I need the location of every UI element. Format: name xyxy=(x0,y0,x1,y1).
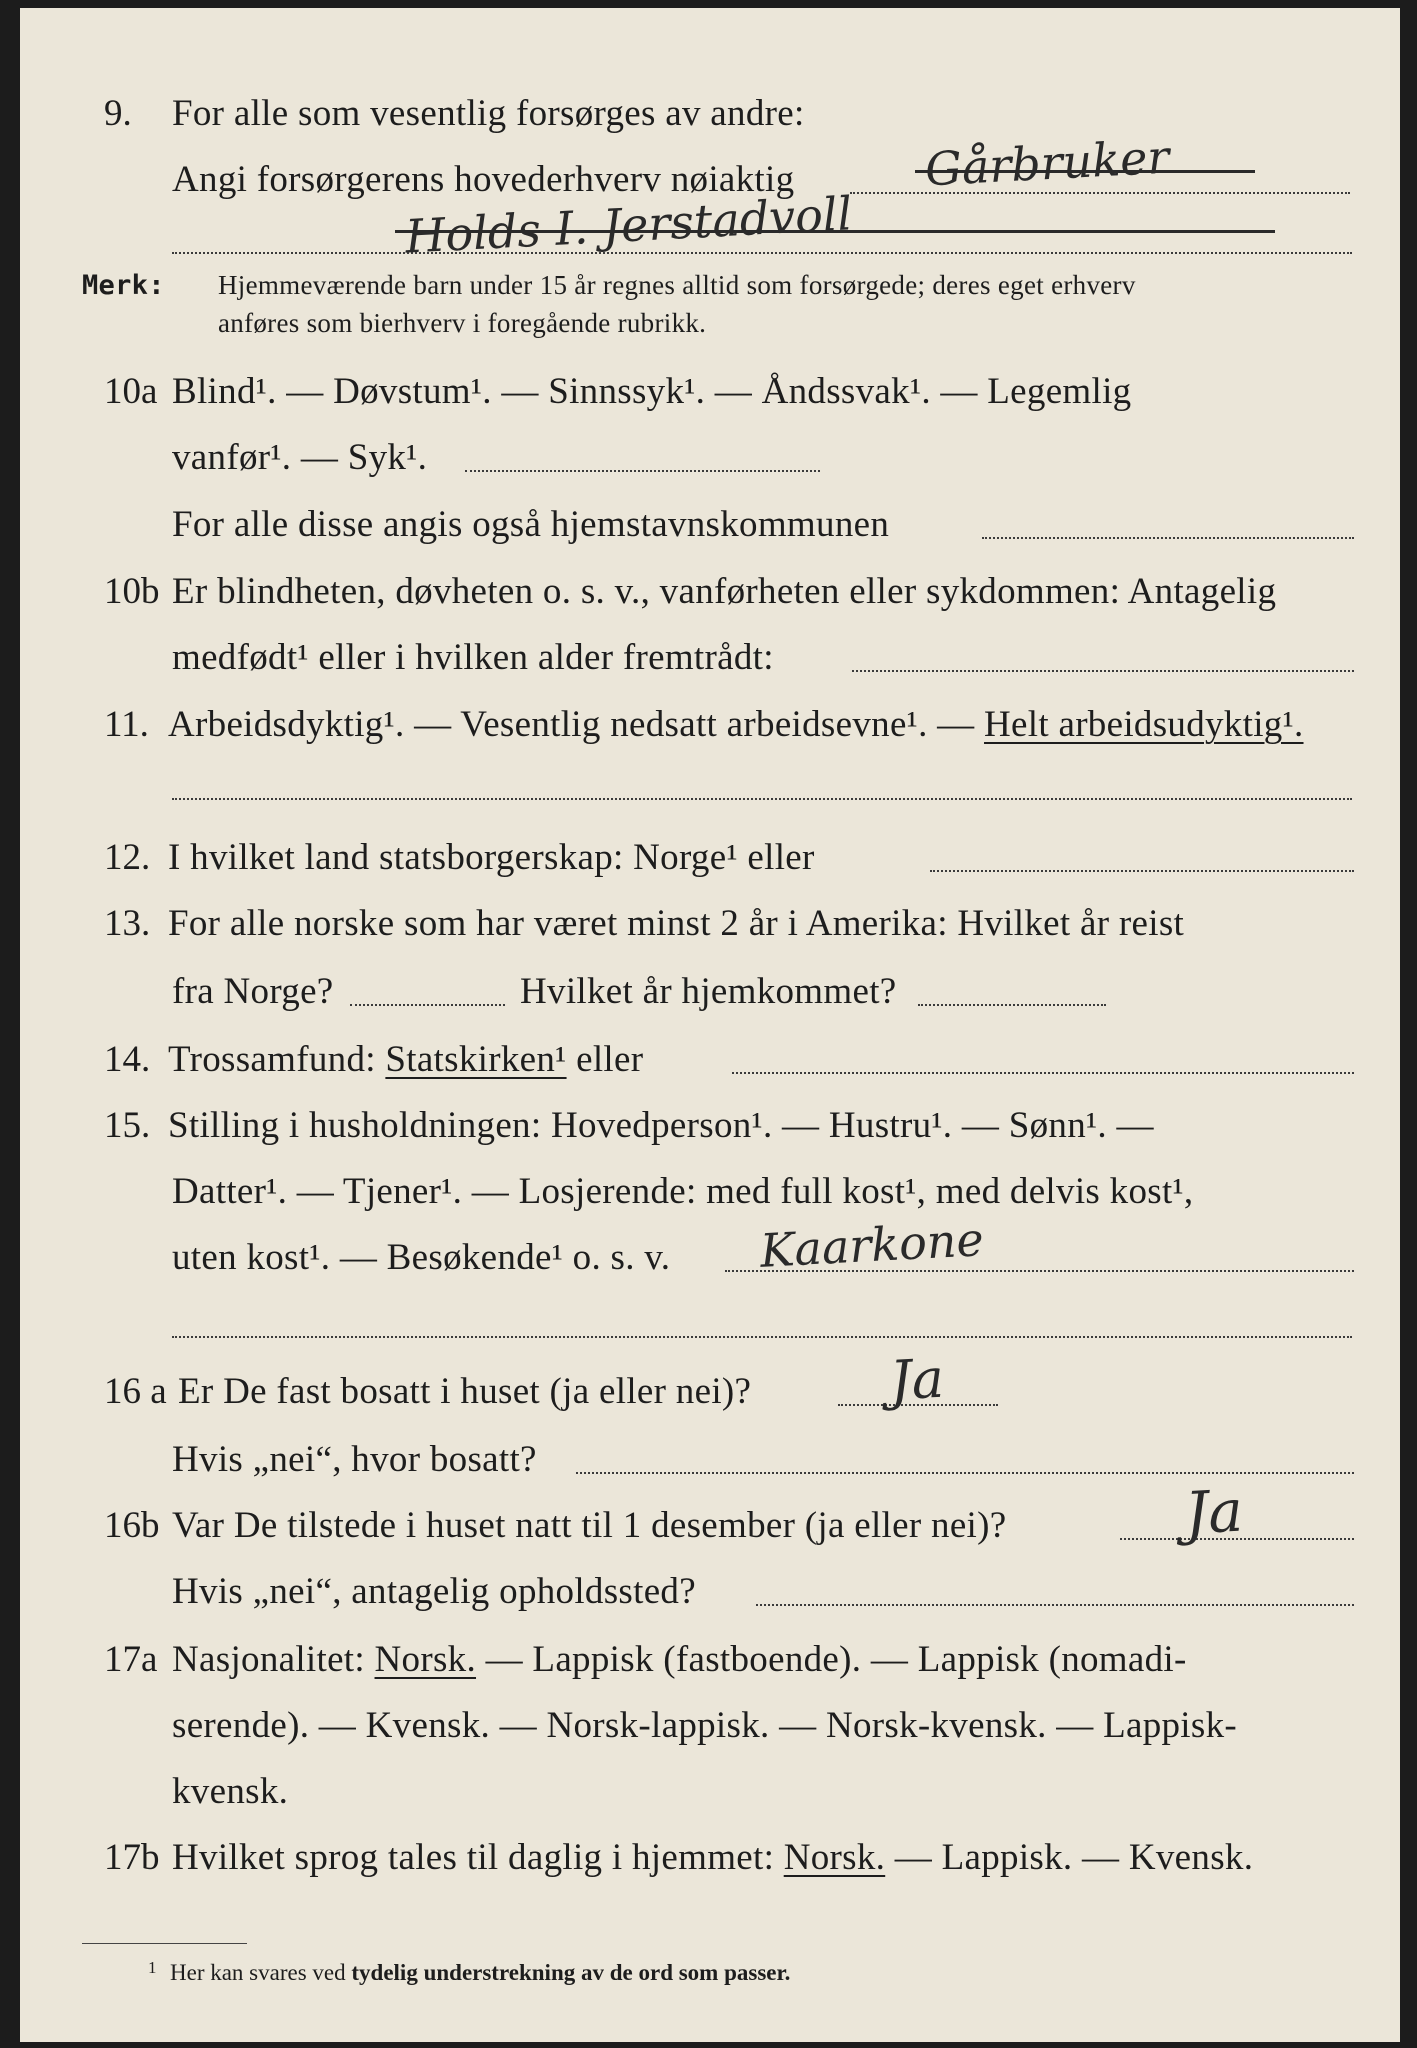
census-form-page xyxy=(20,8,1400,2042)
q9-handwritten-provider: Holds I. Jerstadvoll xyxy=(403,186,854,264)
merk-label: Merk: xyxy=(82,270,165,301)
q16b-line2: Hvis „nei“, antagelig opholdssted? xyxy=(172,1571,696,1612)
q16b-fill-line-2 xyxy=(756,1604,1354,1606)
q10b-line1: Er blindheten, døvheten o. s. v., vanførheten eller sykdommen: Antagelig xyxy=(172,571,1277,612)
q15-number: 15. xyxy=(104,1105,151,1146)
q10a-fill-line-2 xyxy=(982,537,1354,539)
q17b-selected-option: Norsk. xyxy=(783,1837,886,1878)
q12-line1: I hvilket land statsborgerskap: Norge¹ eller xyxy=(168,837,815,878)
q10a-fill-line-1 xyxy=(465,470,820,472)
merk-line1: Hjemmeværende barn under 15 år regnes alltid som forsørgede; deres eget erhverv xyxy=(218,270,1136,300)
q14-or: eller xyxy=(566,1039,644,1080)
q16a-line1: Er De fast bosatt i huset (ja eller nei)? xyxy=(178,1371,752,1412)
q16a-handwritten-answer: Ja xyxy=(888,1346,946,1413)
q17a-line1 xyxy=(172,1638,1187,1681)
q15-line2: Datter¹. — Tjener¹. — Losjerende: med full kost¹, med delvis kost¹, xyxy=(172,1171,1194,1212)
q10a-line1: Blind¹. — Døvstum¹. — Sinnssyk¹. — Åndssvak¹. — Legemlig xyxy=(172,371,1132,412)
q11-options: Arbeidsdyktig¹. — Vesentlig nedsatt arbeidsevne¹. — xyxy=(168,704,985,745)
q9-line2: Angi forsørgerens hovederhverv nøiaktig xyxy=(172,159,795,200)
q9-fill-line-2 xyxy=(172,252,1352,254)
q17a-line2: serende). — Kvensk. — Norsk-lappisk. — Norsk-kvensk. — Lappisk- xyxy=(172,1705,1237,1746)
q14-selected-option: Statskirken¹ xyxy=(385,1039,567,1080)
q10b-fill-line xyxy=(852,670,1354,672)
q10a-line3: For alle disse angis også hjemstavnskommunen xyxy=(172,504,890,545)
q13-line2b: Hvilket år hjemkommet? xyxy=(520,971,897,1012)
footnote-text-plain: Her kan svares ved xyxy=(170,1960,352,1985)
footnote-text xyxy=(170,1960,790,1986)
q16b-handwritten-answer: Ja xyxy=(1183,1476,1245,1548)
q13-fill-line-2 xyxy=(918,1004,1106,1006)
q13-fill-line-1 xyxy=(350,1004,505,1006)
q15-handwritten-position: Kaarkone xyxy=(758,1212,985,1278)
q14-label: Trossamfund: xyxy=(168,1039,386,1080)
q11-line1 xyxy=(168,703,1304,746)
q16a-line2: Hvis „nei“, hvor bosatt? xyxy=(172,1439,537,1480)
q12-fill-line xyxy=(930,870,1354,872)
q13-number: 13. xyxy=(104,903,151,944)
q17a-selected-option: Norsk. xyxy=(374,1639,477,1680)
q9-fill-line-1 xyxy=(850,192,1350,194)
q14-line1 xyxy=(168,1038,643,1081)
q16a-number: 16 a xyxy=(104,1371,167,1412)
q16a-fill-line-2 xyxy=(576,1472,1354,1474)
q17b-label: Hvilket sprog tales til daglig i hjemmet: xyxy=(172,1837,784,1878)
q10b-number: 10b xyxy=(104,571,160,612)
q10a-line2: vanfør¹. — Syk¹. xyxy=(172,437,428,478)
q17a-options: — Lappisk (fastboende). — Lappisk (nomadi- xyxy=(476,1639,1187,1680)
q15-line1: Stilling i husholdningen: Hovedperson¹. — Hustru¹. — Sønn¹. — xyxy=(168,1105,1154,1146)
q17b-number: 17b xyxy=(104,1837,160,1878)
q9-line1: For alle som vesentlig forsørges av andre: xyxy=(172,93,805,134)
q9-number: 9. xyxy=(104,93,132,134)
q9-strike-1 xyxy=(915,170,1255,173)
q17a-label: Nasjonalitet: xyxy=(172,1639,375,1680)
q14-number: 14. xyxy=(104,1039,151,1080)
q14-fill-line xyxy=(732,1072,1354,1074)
q15-line3: uten kost¹. — Besøkende¹ o. s. v. xyxy=(172,1237,671,1278)
merk-line2: anføres som bierhverv i foregående rubrikk. xyxy=(218,308,707,338)
q9-handwritten-occupation: Gårbruker xyxy=(923,129,1171,197)
footnote-rule xyxy=(82,1943,247,1944)
q17b-line1 xyxy=(172,1836,1253,1879)
q16b-number: 16b xyxy=(104,1505,160,1546)
q11-selected-option: Helt arbeidsudyktig¹. xyxy=(984,704,1304,745)
q10b-line2: medfødt¹ eller i hvilken alder fremtrådt: xyxy=(172,637,774,678)
q17b-options: — Lappisk. — Kvensk. xyxy=(885,1837,1254,1878)
q10a-number: 10a xyxy=(104,371,158,412)
q11-number: 11. xyxy=(104,704,149,745)
q17a-line3: kvensk. xyxy=(172,1771,289,1812)
q15-fill-line-2 xyxy=(172,1336,1352,1338)
footnote-mark: 1 xyxy=(148,1958,157,1977)
q13-line2a: fra Norge? xyxy=(172,971,334,1012)
q9-strike-2 xyxy=(395,230,1275,233)
q11-fill-line xyxy=(172,798,1352,800)
q12-number: 12. xyxy=(104,837,151,878)
q17a-number: 17a xyxy=(104,1639,158,1680)
q13-line1: For alle norske som har været minst 2 år i Amerika: Hvilket år reist xyxy=(168,903,1185,944)
footnote-text-bold: tydelig understrekning av de ord som passer. xyxy=(351,1960,791,1985)
q16b-line1: Var De tilstede i huset natt til 1 desember (ja eller nei)? xyxy=(172,1505,1007,1546)
